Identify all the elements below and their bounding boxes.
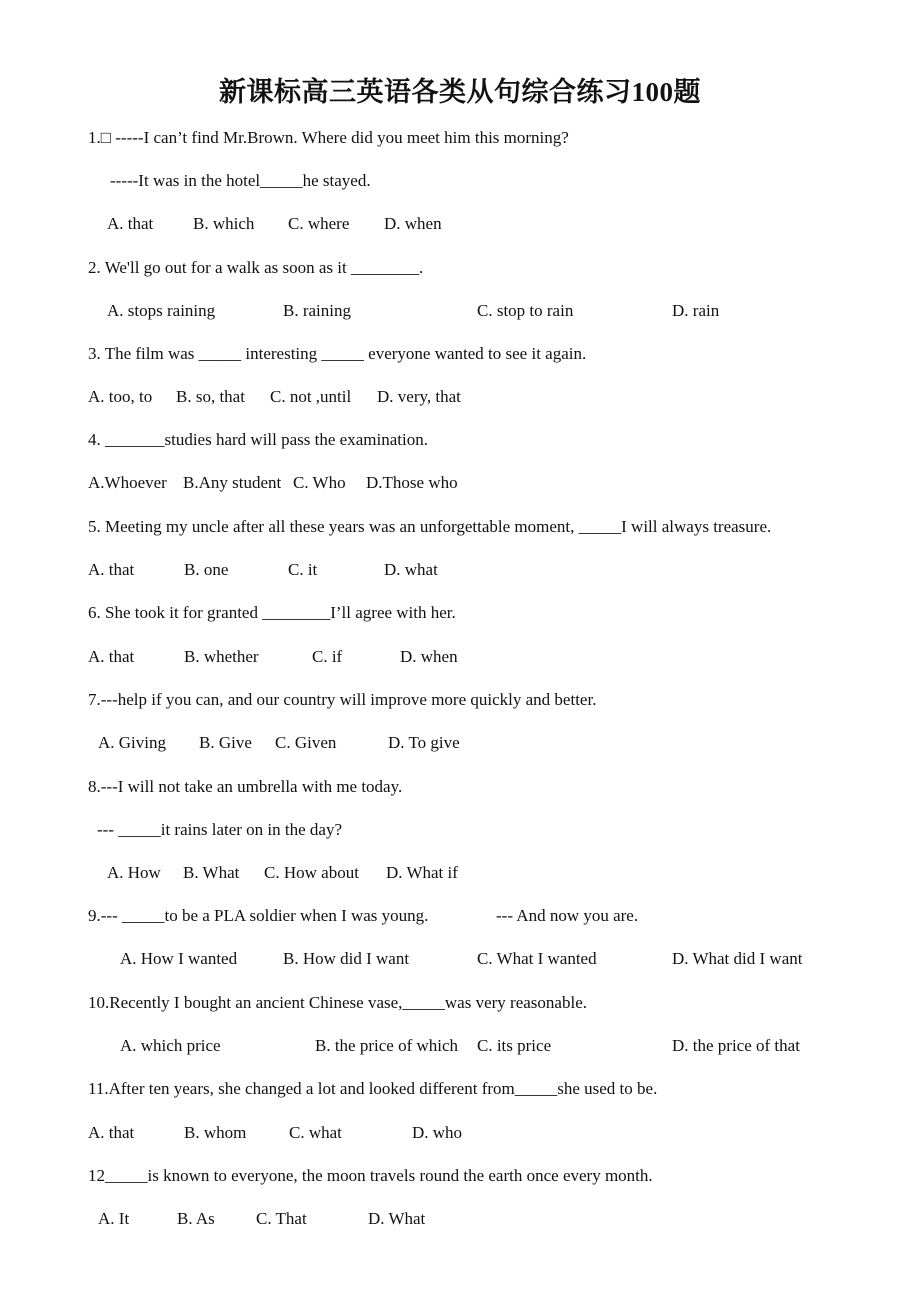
page-title: 新课标高三英语各类从句综合练习100题 <box>219 77 701 107</box>
q5-option-c: C. it <box>288 560 318 579</box>
question-12-text: 12_____is known to everyone, the moon travels round the earth once every month. <box>88 1166 653 1185</box>
question-1-line2 <box>110 170 371 192</box>
q1-option-c: C. where <box>288 214 350 233</box>
q4-option-b: B.Any student <box>183 473 282 492</box>
q6-option-a: A. that <box>88 647 135 666</box>
q6-option-d: D. when <box>400 647 458 666</box>
q3-option-c: C. not ,until <box>270 387 352 406</box>
q10-option-b: B. the price of which <box>315 1036 459 1055</box>
q4-option-d: D.Those who <box>366 473 458 492</box>
q10-option-d: D. the price of that <box>672 1036 800 1055</box>
q4-option-a: A.Whoever <box>88 473 167 492</box>
q3-option-b: B. so, that <box>176 387 245 406</box>
question-8-line1: 8.---I will not take an umbrella with me today. <box>88 777 403 796</box>
question-1-line2b: he stayed. <box>302 171 371 190</box>
q9-option-a: A. How I wanted <box>120 949 238 968</box>
q1-option-b: B. which <box>193 214 255 233</box>
q8-option-a: A. How <box>107 863 161 882</box>
q3-option-a: A. too, to <box>88 387 153 406</box>
q5-option-a: A. that <box>88 560 135 579</box>
q2-option-c: C. stop to rain <box>477 301 574 320</box>
q5-option-d: D. what <box>384 560 438 579</box>
q11-option-c: C. what <box>289 1123 342 1142</box>
q7-option-b: B. Give <box>199 733 252 752</box>
q11-option-b: B. whom <box>184 1123 247 1142</box>
q2-option-d: D. rain <box>672 301 720 320</box>
q4-option-c: C. Who <box>293 473 346 492</box>
q8-option-b: B. What <box>183 863 240 882</box>
q2-option-a: A. stops raining <box>107 301 216 320</box>
q1-option-a: A. that <box>107 214 154 233</box>
question-1-line1: 1.□ -----I can’t find Mr.Brown. Where did you meet him this morning? <box>88 128 569 147</box>
question-11-text: 11.After ten years, she changed a lot and looked different from_____she used to be. <box>88 1079 658 1098</box>
q9-option-d: D. What did I want <box>672 949 803 968</box>
q9-option-c: C. What I wanted <box>477 949 597 968</box>
question-9-text-b: --- And now you are. <box>496 906 639 925</box>
question-1-line2a: -----It was in the hotel <box>110 171 261 190</box>
q8-option-d: D. What if <box>386 863 458 882</box>
question-6-text: 6. She took it for granted ________I’ll agree with her. <box>88 603 456 622</box>
q9-option-b: B. How did I want <box>283 949 410 968</box>
question-10-text: 10.Recently I bought an ancient Chinese vase,_____was very reasonable. <box>88 993 587 1012</box>
q6-option-b: B. whether <box>184 647 259 666</box>
q12-option-d: D. What <box>368 1209 426 1228</box>
q7-option-d: D. To give <box>388 733 460 752</box>
q7-option-c: C. Given <box>275 733 337 752</box>
q1-option-d: D. when <box>384 214 442 233</box>
q2-option-b: B. raining <box>283 301 351 320</box>
question-7-text: 7.---help if you can, and our country will improve more quickly and better. <box>88 690 597 709</box>
q6-option-c: C. if <box>312 647 343 666</box>
q10-option-a: A. which price <box>120 1036 221 1055</box>
question-4-text: 4. _______studies hard will pass the examination. <box>88 430 428 449</box>
q8-option-c: C. How about <box>264 863 359 882</box>
question-2-text: 2. We'll go out for a walk as soon as it ________. <box>88 258 424 277</box>
q11-option-d: D. who <box>412 1123 463 1142</box>
q12-option-a: A. It <box>98 1209 130 1228</box>
question-3-text: 3. The film was _____ interesting _____ everyone wanted to see it again. <box>88 344 587 363</box>
q10-option-c: C. its price <box>477 1036 552 1055</box>
q7-option-a: A. Giving <box>98 733 166 752</box>
question-8-line2: --- _____it rains later on in the day? <box>97 820 343 839</box>
question-9-text-a: 9.--- _____to be a PLA soldier when I was young. <box>88 906 429 925</box>
q3-option-d: D. very, that <box>377 387 461 406</box>
question-1-blank: _____ <box>260 171 303 190</box>
question-5-text: 5. Meeting my uncle after all these years was an unforgettable moment, _____I will always treasure. <box>88 517 772 536</box>
q11-option-a: A. that <box>88 1123 135 1142</box>
q12-option-b: B. As <box>177 1209 215 1228</box>
q5-option-b: B. one <box>184 560 229 579</box>
q12-option-c: C. That <box>256 1209 307 1228</box>
